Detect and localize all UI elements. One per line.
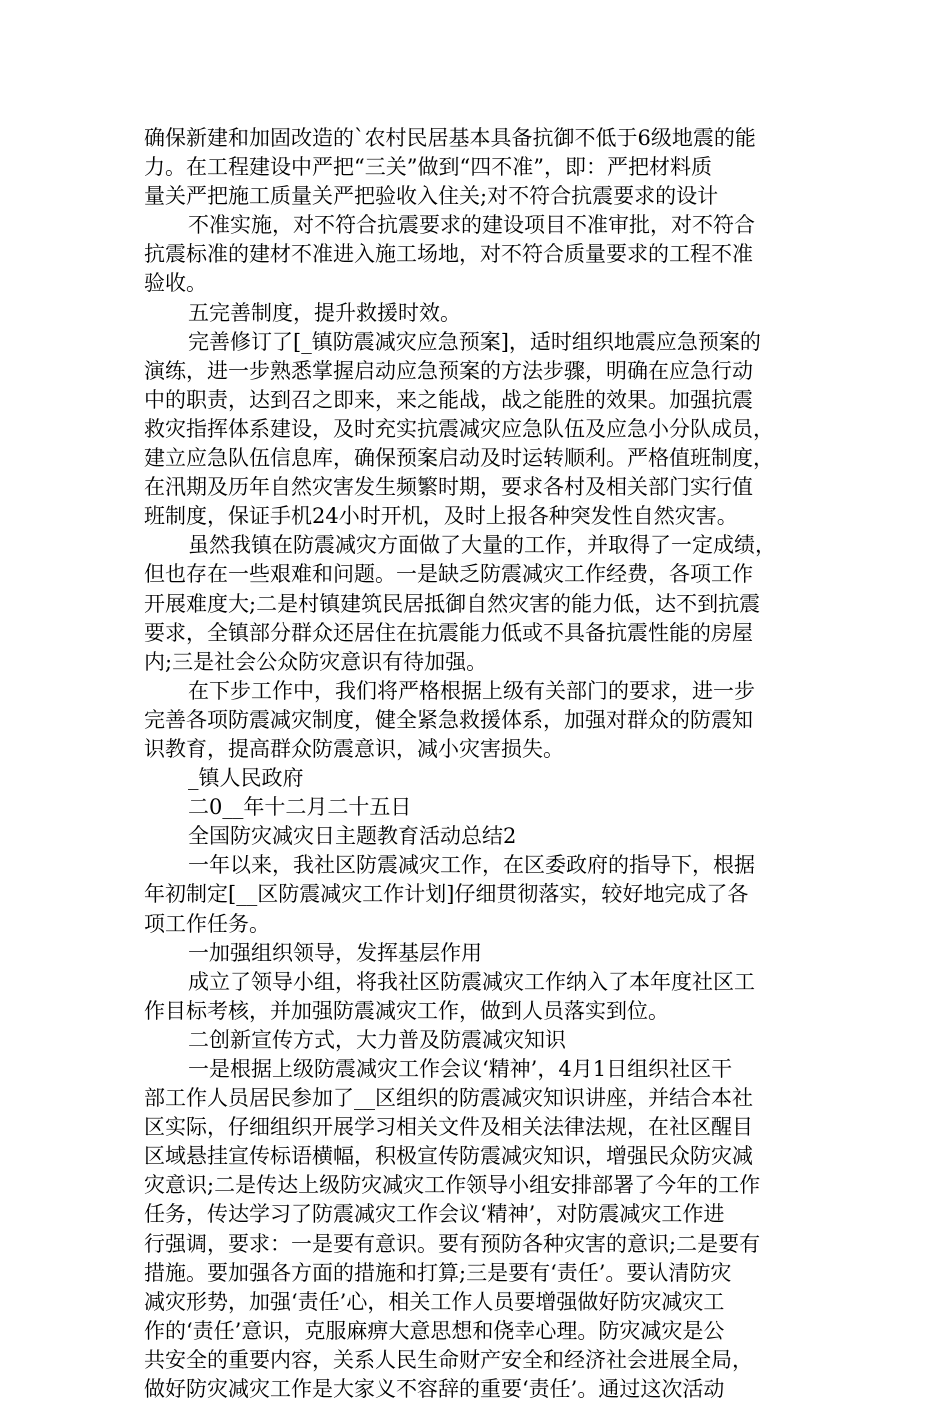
text-line: 完善修订了[_镇防震减灾应急预案]，适时组织地震应急预案的 <box>188 329 761 354</box>
text-line: 量关严把施工质量关严把验收入住关;对不符合抗震要求的设计 <box>144 184 719 209</box>
text-line: 项工作任务。 <box>144 911 270 936</box>
text-line: 做好防灾减灾工作是大家义不容辞的重要‘责任’。通过这次活动 <box>144 1377 725 1402</box>
text-line: 演练，进一步熟悉掌握启动应急预案的方法步骤，明确在应急行动 <box>144 358 753 383</box>
document-body <box>144 124 808 1404</box>
text-line: 灾意识;二是传达上级防灾减灾工作领导小组安排部署了今年的工作 <box>144 1173 761 1198</box>
text-line: 行强调，要求：一是要有意识。要有预防各种灾害的意识;二是要有 <box>144 1231 761 1256</box>
text-line: 力。在工程建设中严把“三关”做到“四不准”，即：严把材料质 <box>144 155 712 180</box>
text-line: 开展难度大;二是村镇建筑民居抵御自然灾害的能力低，达不到抗震 <box>144 591 761 616</box>
text-line: 成立了领导小组，将我社区防震减灾工作纳入了本年度社区工 <box>188 969 755 994</box>
text-line: 虽然我镇在防震减灾方面做了大量的工作，并取得了一定成绩， <box>188 533 776 558</box>
text-line: 中的职责，达到召之即来，来之能战，战之能胜的效果。加强抗震 <box>144 387 753 412</box>
text-line: 一年以来，我社区防震减灾工作，在区委政府的指导下，根据 <box>188 853 755 878</box>
text-line: 作的‘责任’意识，克服麻痹大意思想和侥幸心理。防灾减灾是公 <box>144 1318 725 1343</box>
text-line: 抗震标准的建材不准进入施工场地，对不符合质量要求的工程不准 <box>144 242 753 267</box>
text-line: 二0__年十二月二十五日 <box>188 795 412 820</box>
text-line: 共安全的重要内容，关系人民生命财产安全和经济社会进展全局， <box>144 1347 753 1372</box>
text-line: 确保新建和加固改造的`农村民居基本具备抗御不低于6级地震的能 <box>144 126 756 150</box>
text-line: 在下步工作中，我们将严格根据上级有关部门的要求，进一步 <box>188 678 755 703</box>
text-line: 五完善制度，提升救援时效。 <box>188 300 461 325</box>
text-line: _镇人民政府 <box>188 766 304 791</box>
text-line: 任务，传达学习了防震减灾工作会议‘精神’，对防震减灾工作进 <box>144 1202 725 1227</box>
text-line: 验收。 <box>144 271 207 296</box>
text-line: 在汛期及历年自然灾害发生频繁时期，要求各村及相关部门实行值 <box>144 475 753 500</box>
text-line: 区域悬挂宣传标语横幅，积极宣传防震减灾知识，增强民众防灾减 <box>144 1144 753 1169</box>
text-line: 内;三是社会公众防灾意识有待加强。 <box>144 649 488 674</box>
text-line: 减灾形势，加强‘责任’心，相关工作人员要增强做好防灾减灾工 <box>144 1289 725 1314</box>
text-line: 建立应急队伍信息库，确保预案启动及时运转顺利。严格值班制度， <box>144 446 774 471</box>
text-line: 一是根据上级防震减灾工作会议‘精神’，4月1日组织社区干 <box>188 1057 733 1081</box>
text-line: 一加强组织领导，发挥基层作用 <box>188 940 482 965</box>
text-line: 但也存在一些艰难和问题。一是缺乏防震减灾工作经费，各项工作 <box>144 562 753 587</box>
text-line: 救灾指挥体系建设，及时充实抗震减灾应急队伍及应急小分队成员， <box>144 416 774 441</box>
text-line: 部工作人员居民参加了__区组织的防震减灾知识讲座，并结合本社 <box>144 1086 753 1111</box>
text-line: 不准实施，对不符合抗震要求的建设项目不准审批，对不符合 <box>188 213 755 238</box>
text-line: 措施。要加强各方面的措施和打算;三是要有‘责任’。要认清防灾 <box>144 1260 732 1285</box>
text-line: 完善各项防震减灾制度，健全紧急救援体系，加强对群众的防震知 <box>144 707 753 732</box>
text-line: 作目标考核，并加强防震减灾工作，做到人员落实到位。 <box>144 998 669 1023</box>
text-line: 年初制定[__区防震减灾工作计划]仔细贯彻落实，较好地完成了各 <box>144 882 749 907</box>
text-line: 全国防灾减灾日主题教育活动总结2 <box>188 824 517 849</box>
text-line: 班制度，保证手机24小时开机，及时上报各种突发性自然灾害。 <box>144 504 738 529</box>
text-line: 二创新宣传方式，大力普及防震减灾知识 <box>188 1027 566 1052</box>
text-line: 要求，全镇部分群众还居住在抗震能力低或不具备抗震性能的房屋 <box>144 620 753 645</box>
text-line: 区实际，仔细组织开展学习相关文件及相关法律法规，在社区醒目 <box>144 1115 753 1140</box>
text-line: 识教育，提高群众防震意识，减小灾害损失。 <box>144 736 564 761</box>
